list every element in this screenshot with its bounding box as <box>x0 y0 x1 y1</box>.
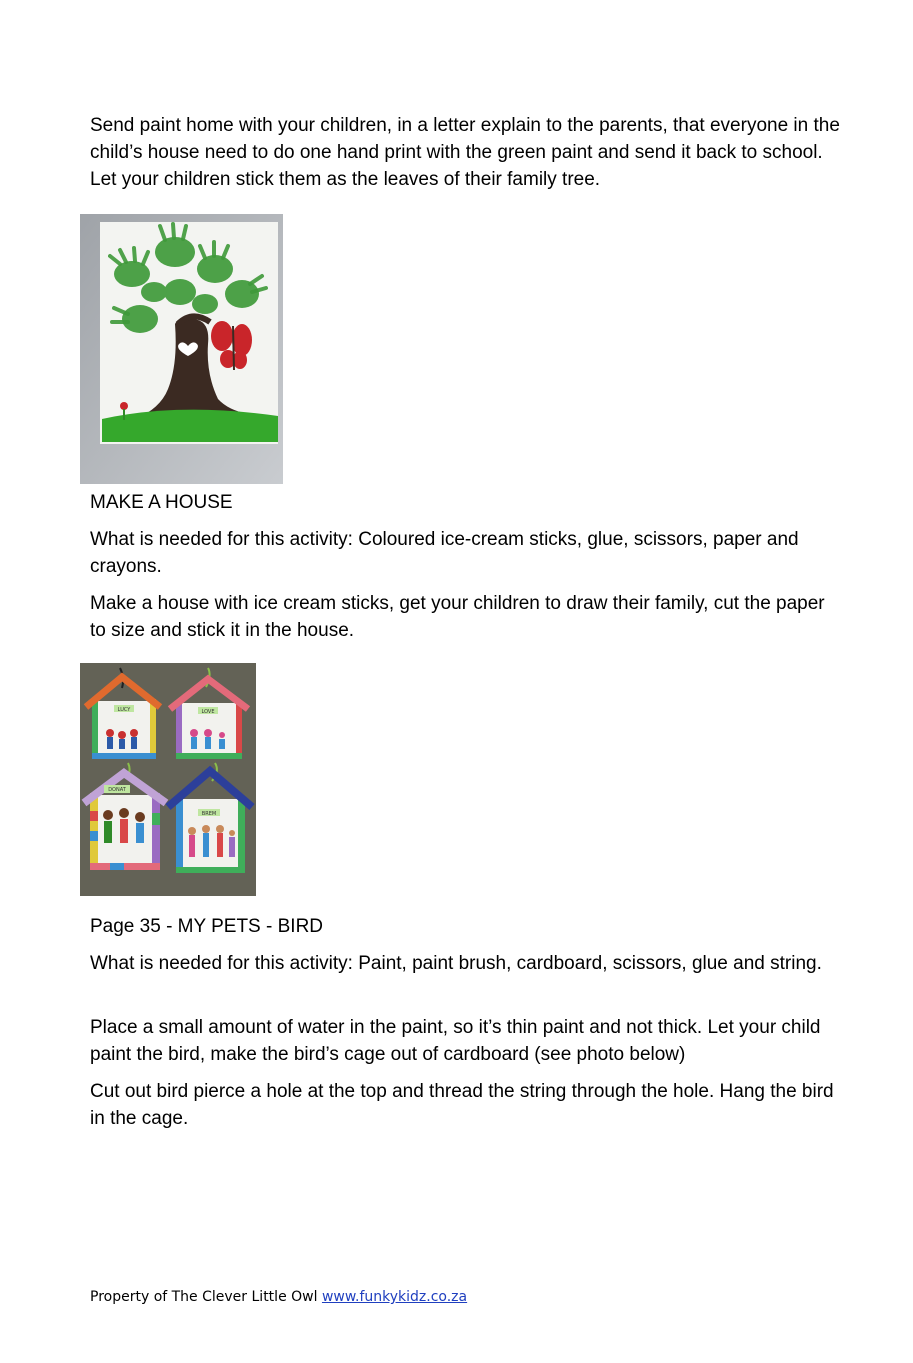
house-needed-paragraph: What is needed for this activity: Coloured ice-cream sticks, glue, scissors, paper and crayons. <box>90 529 799 577</box>
house-instructions-paragraph: Make a house with ice cream sticks, get your children to draw their family, cut the paper to size and stick it in the house. <box>90 593 825 641</box>
bird-instructions-paragraph: Place a small amount of water in the paint, so it’s thin paint and not thick. Let your child paint the bird, make the bird’s cage out of cardboard (see photo below) <box>90 1017 821 1065</box>
ice-cream-stick-houses-photo <box>80 663 256 896</box>
house-tag-4: BREM <box>201 811 217 817</box>
make-a-house-heading: MAKE A HOUSE <box>90 492 233 513</box>
footer-property-text: Property of The Clever Little Owl <box>90 1289 318 1305</box>
intro-paragraph: Send paint home with your children, in a letter explain to the parents, that everyone in the child’s house need to do one hand print with the green paint and send it back to school. Let your children stick them as the leaves of their family tree. <box>90 115 840 190</box>
bird-needed-paragraph: What is needed for this activity: Paint, paint brush, cardboard, scissors, glue and string. <box>90 953 822 974</box>
bird-hanging-paragraph: Cut out bird pierce a hole at the top and thread the string through the hole. Hang the bird in the cage. <box>90 1081 834 1129</box>
house-tag-3: DONAT <box>108 787 126 793</box>
footer-website-link[interactable]: www.funkykidz.co.za <box>321 1289 468 1305</box>
family-tree-handprint-photo <box>80 214 283 484</box>
house-tag-2: LOVE <box>201 709 215 715</box>
page-footer <box>90 1287 467 1307</box>
my-pets-bird-heading: Page 35 - MY PETS - BIRD <box>90 916 324 937</box>
house-tag-1: LUCY <box>117 707 131 713</box>
